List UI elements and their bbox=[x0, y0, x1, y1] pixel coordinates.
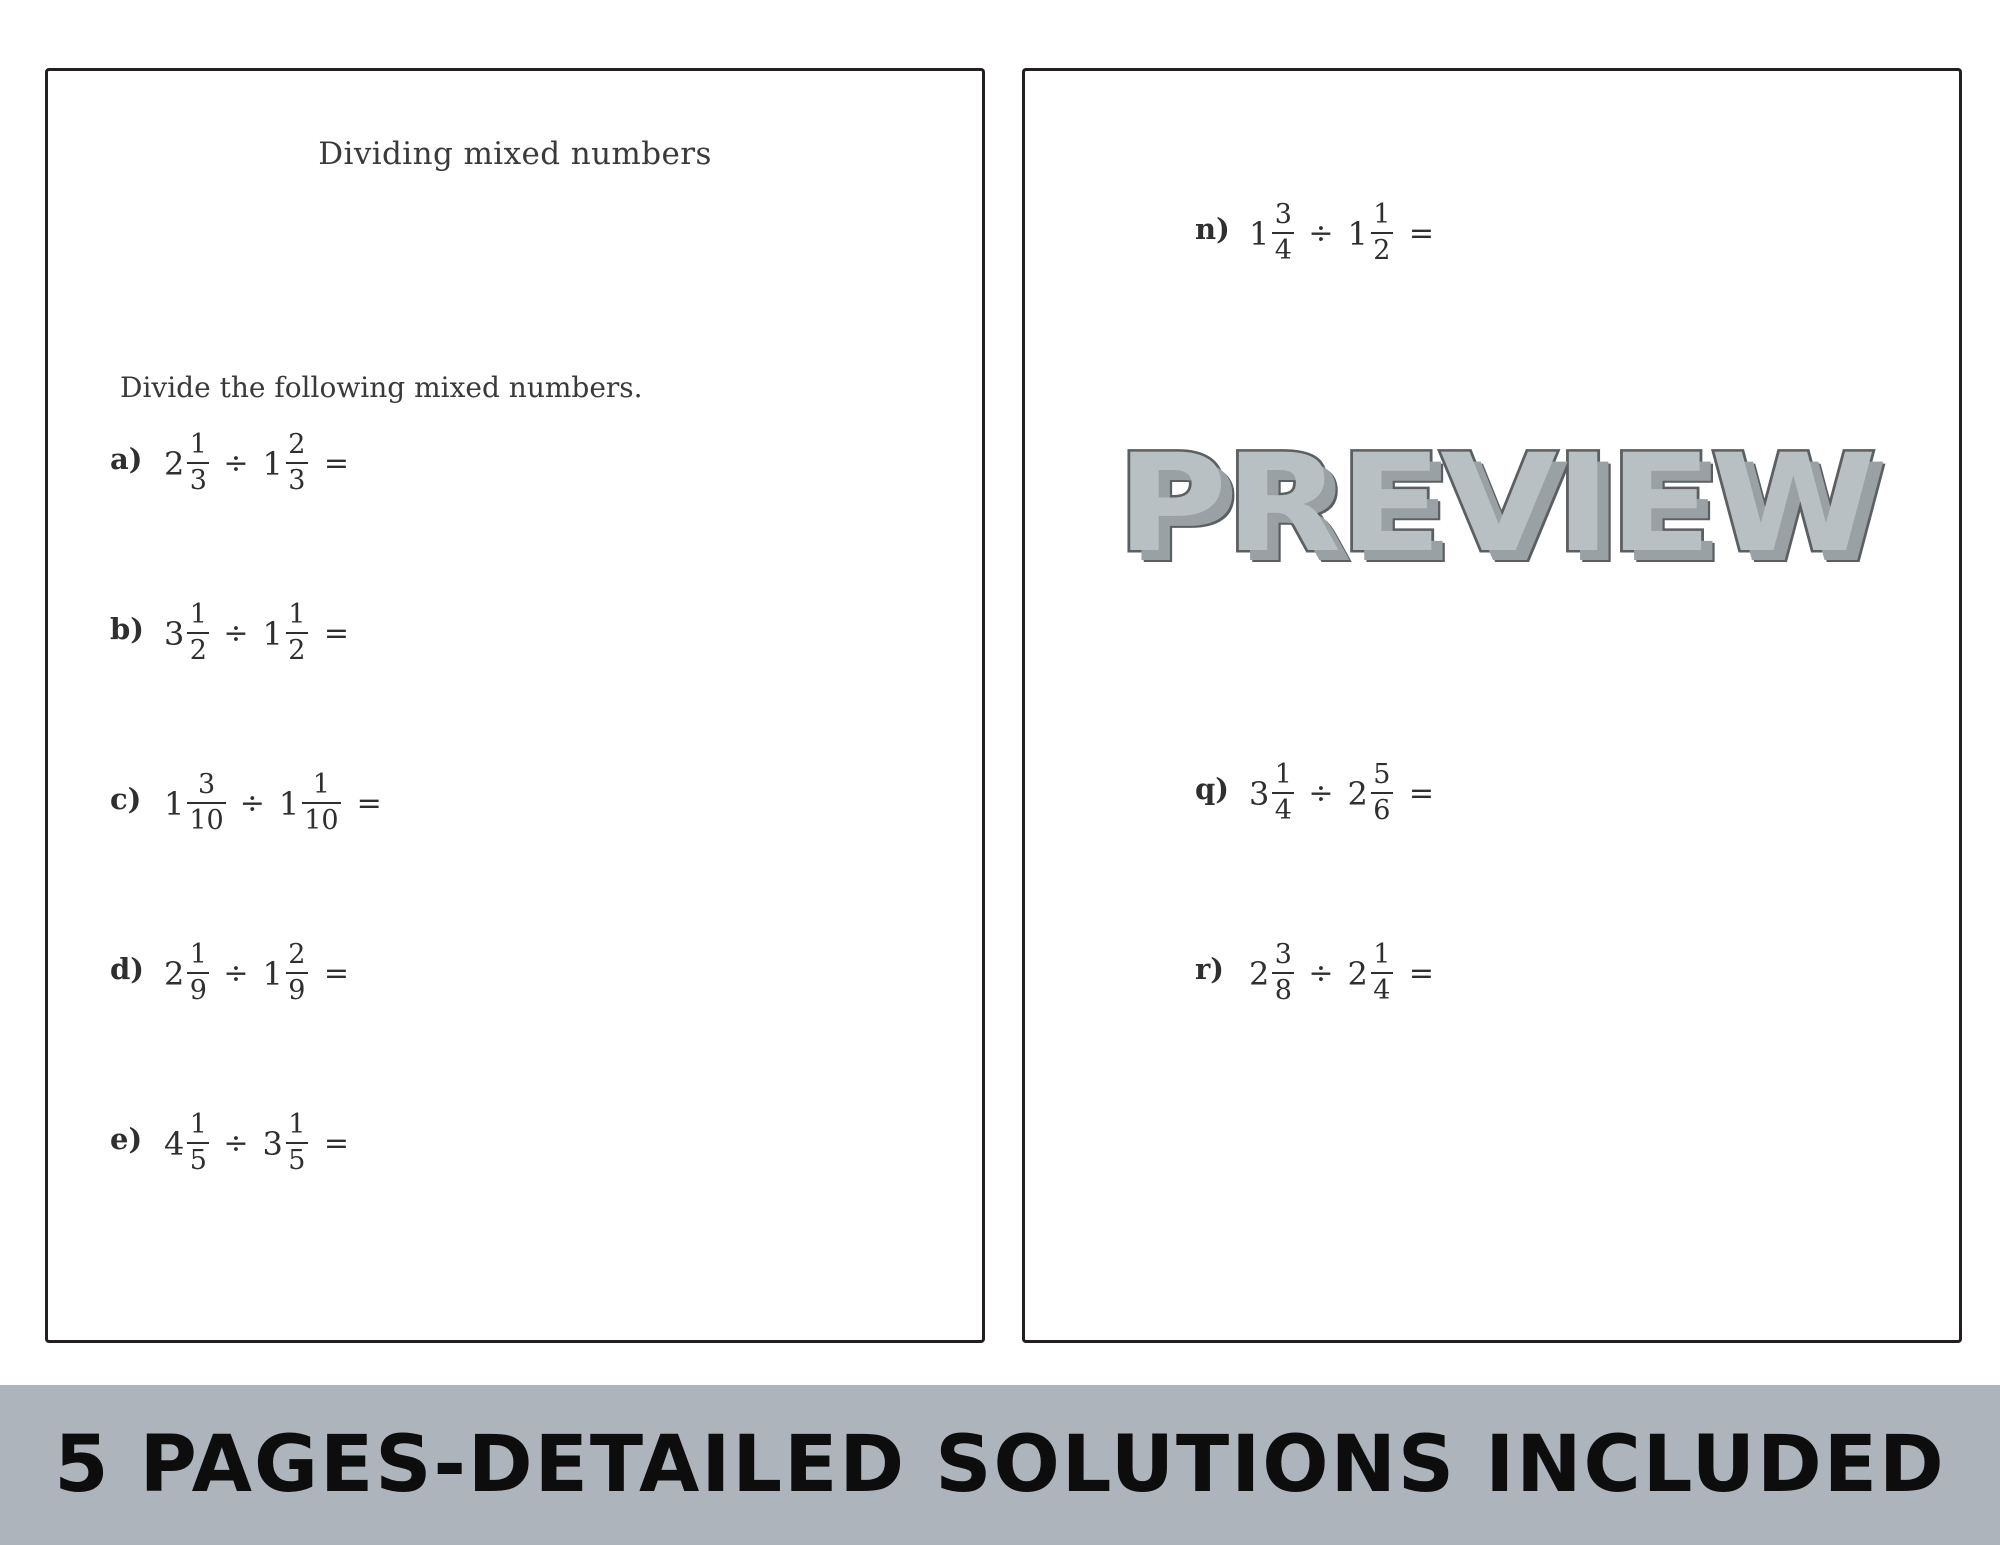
denominator: 2 bbox=[189, 634, 207, 666]
question-item bbox=[110, 601, 930, 771]
mixed-number-left bbox=[164, 771, 226, 834]
numerator: 1 bbox=[189, 939, 207, 970]
denominator: 10 bbox=[304, 804, 339, 836]
question-expression bbox=[164, 1111, 349, 1174]
denominator: 2 bbox=[288, 634, 306, 666]
question-item bbox=[110, 1111, 930, 1281]
whole-part: 1 bbox=[262, 614, 283, 653]
fraction bbox=[1272, 941, 1294, 1004]
mixed-number-left bbox=[1249, 941, 1294, 1004]
fraction-bar bbox=[1371, 792, 1393, 794]
whole-part: 3 bbox=[164, 614, 185, 653]
denominator: 2 bbox=[1373, 234, 1391, 266]
question-list-left bbox=[110, 431, 930, 1281]
division-operator: ÷ bbox=[223, 955, 249, 991]
fraction-bar bbox=[187, 1142, 209, 1144]
question-label: c) bbox=[110, 782, 142, 816]
division-operator: ÷ bbox=[1308, 955, 1334, 991]
question-expression bbox=[1249, 761, 1434, 824]
division-operator: ÷ bbox=[1308, 775, 1334, 811]
fraction bbox=[1371, 761, 1393, 824]
fraction bbox=[187, 941, 209, 1004]
denominator: 4 bbox=[1274, 234, 1292, 266]
mixed-number-right bbox=[1348, 941, 1393, 1004]
fraction-bar bbox=[286, 632, 308, 634]
denominator: 9 bbox=[189, 974, 207, 1006]
numerator: 1 bbox=[189, 599, 207, 630]
fraction bbox=[187, 431, 209, 494]
equals-sign: = bbox=[356, 785, 382, 821]
fraction-bar bbox=[1272, 232, 1294, 234]
preview-watermark bbox=[1025, 426, 1965, 581]
worksheet-page-right bbox=[1022, 68, 1962, 1343]
fraction-bar bbox=[187, 632, 209, 634]
equals-sign: = bbox=[323, 955, 349, 991]
footer-banner-text: 5 PAGES-DETAILED SOLUTIONS INCLUDED bbox=[54, 1420, 1946, 1510]
numerator: 1 bbox=[1274, 759, 1292, 790]
numerator: 1 bbox=[1373, 939, 1391, 970]
mixed-number-left bbox=[164, 941, 209, 1004]
mixed-number-right bbox=[263, 1111, 308, 1174]
numerator: 5 bbox=[1373, 759, 1391, 790]
whole-part: 2 bbox=[164, 444, 185, 483]
numerator: 2 bbox=[288, 429, 306, 460]
whole-part: 1 bbox=[1347, 214, 1368, 253]
denominator: 6 bbox=[1373, 794, 1391, 826]
division-operator: ÷ bbox=[223, 1125, 249, 1161]
question-item bbox=[110, 771, 930, 941]
mixed-number-left bbox=[1249, 201, 1294, 264]
fraction bbox=[286, 601, 308, 664]
mixed-number-right bbox=[279, 771, 341, 834]
equals-sign: = bbox=[1408, 775, 1434, 811]
numerator: 3 bbox=[197, 769, 216, 800]
fraction bbox=[286, 1111, 308, 1174]
question-expression bbox=[164, 941, 349, 1004]
whole-part: 2 bbox=[1347, 774, 1368, 813]
question-label: r) bbox=[1195, 952, 1224, 986]
numerator: 3 bbox=[1274, 939, 1292, 970]
mixed-number-right bbox=[263, 431, 308, 494]
whole-part: 3 bbox=[1249, 774, 1270, 813]
footer-banner bbox=[0, 1385, 2000, 1545]
instruction-text: Divide the following mixed numbers. bbox=[120, 371, 643, 404]
fraction bbox=[187, 771, 225, 834]
equals-sign: = bbox=[323, 1125, 349, 1161]
mixed-number-right bbox=[1348, 761, 1393, 824]
fraction bbox=[1371, 941, 1393, 1004]
question-item bbox=[110, 941, 930, 1111]
fraction-bar bbox=[1272, 792, 1294, 794]
mixed-number-right bbox=[1348, 201, 1393, 264]
question-label: d) bbox=[110, 952, 144, 986]
whole-part: 1 bbox=[262, 444, 283, 483]
worksheet-page-left bbox=[45, 68, 985, 1343]
whole-part: 1 bbox=[278, 784, 300, 823]
numerator: 1 bbox=[189, 429, 207, 460]
fraction-bar bbox=[187, 802, 225, 804]
numerator: 3 bbox=[1274, 199, 1292, 230]
page-title: Dividing mixed numbers bbox=[318, 136, 712, 172]
fraction-bar bbox=[1371, 972, 1393, 974]
question-label: q) bbox=[1195, 772, 1229, 806]
question-expression bbox=[164, 771, 382, 834]
equals-sign: = bbox=[323, 445, 349, 481]
denominator: 9 bbox=[288, 974, 306, 1006]
numerator: 1 bbox=[288, 1109, 306, 1140]
question-label: n) bbox=[1195, 212, 1230, 246]
fraction-bar bbox=[286, 462, 308, 464]
whole-part: 1 bbox=[164, 784, 185, 823]
fraction-bar bbox=[302, 802, 340, 804]
preview-watermark-text: PREVIEW bbox=[1115, 425, 1875, 582]
fraction-bar bbox=[187, 972, 209, 974]
question-item bbox=[1195, 201, 1434, 264]
whole-part: 2 bbox=[164, 954, 185, 993]
question-expression bbox=[1249, 201, 1434, 264]
whole-part: 1 bbox=[262, 954, 283, 993]
fraction-bar bbox=[187, 462, 209, 464]
question-label: b) bbox=[110, 612, 144, 646]
numerator: 1 bbox=[288, 599, 306, 630]
question-item bbox=[1195, 761, 1434, 824]
equals-sign: = bbox=[1408, 215, 1434, 251]
whole-part: 3 bbox=[262, 1124, 283, 1163]
equals-sign: = bbox=[1408, 955, 1434, 991]
fraction-bar bbox=[1272, 972, 1294, 974]
equals-sign: = bbox=[323, 615, 349, 651]
whole-part: 1 bbox=[1249, 214, 1270, 253]
fraction-bar bbox=[286, 972, 308, 974]
denominator: 5 bbox=[189, 1144, 207, 1176]
fraction bbox=[286, 941, 308, 1004]
division-operator: ÷ bbox=[223, 445, 249, 481]
fraction bbox=[187, 1111, 209, 1174]
whole-part: 2 bbox=[1347, 954, 1368, 993]
whole-part: 4 bbox=[164, 1124, 185, 1163]
mixed-number-left bbox=[164, 1111, 209, 1174]
fraction bbox=[286, 431, 308, 494]
numerator: 2 bbox=[288, 939, 306, 970]
question-label: e) bbox=[110, 1122, 143, 1156]
question-expression bbox=[164, 431, 349, 494]
fraction bbox=[1272, 201, 1294, 264]
question-expression bbox=[164, 601, 349, 664]
denominator: 4 bbox=[1274, 794, 1292, 826]
question-item bbox=[110, 431, 930, 601]
mixed-number-right bbox=[263, 941, 308, 1004]
denominator: 5 bbox=[288, 1144, 306, 1176]
fraction bbox=[1371, 201, 1393, 264]
mixed-number-right bbox=[263, 601, 308, 664]
division-operator: ÷ bbox=[239, 785, 265, 821]
numerator: 1 bbox=[312, 769, 330, 800]
fraction-bar bbox=[286, 1142, 308, 1144]
denominator: 3 bbox=[189, 464, 207, 496]
numerator: 1 bbox=[1373, 199, 1391, 230]
whole-part: 2 bbox=[1249, 954, 1270, 993]
division-operator: ÷ bbox=[223, 615, 249, 651]
question-item bbox=[1195, 941, 1434, 1004]
denominator: 10 bbox=[189, 804, 224, 836]
fraction bbox=[187, 601, 209, 664]
denominator: 3 bbox=[288, 464, 306, 496]
fraction bbox=[302, 771, 340, 834]
fraction bbox=[1272, 761, 1294, 824]
denominator: 4 bbox=[1373, 974, 1391, 1006]
mixed-number-left bbox=[164, 601, 209, 664]
division-operator: ÷ bbox=[1308, 215, 1334, 251]
mixed-number-left bbox=[164, 431, 209, 494]
question-expression bbox=[1249, 941, 1434, 1004]
numerator: 1 bbox=[189, 1109, 207, 1140]
mixed-number-left bbox=[1249, 761, 1294, 824]
fraction-bar bbox=[1371, 232, 1393, 234]
denominator: 8 bbox=[1274, 974, 1292, 1006]
question-label: a) bbox=[110, 442, 143, 476]
